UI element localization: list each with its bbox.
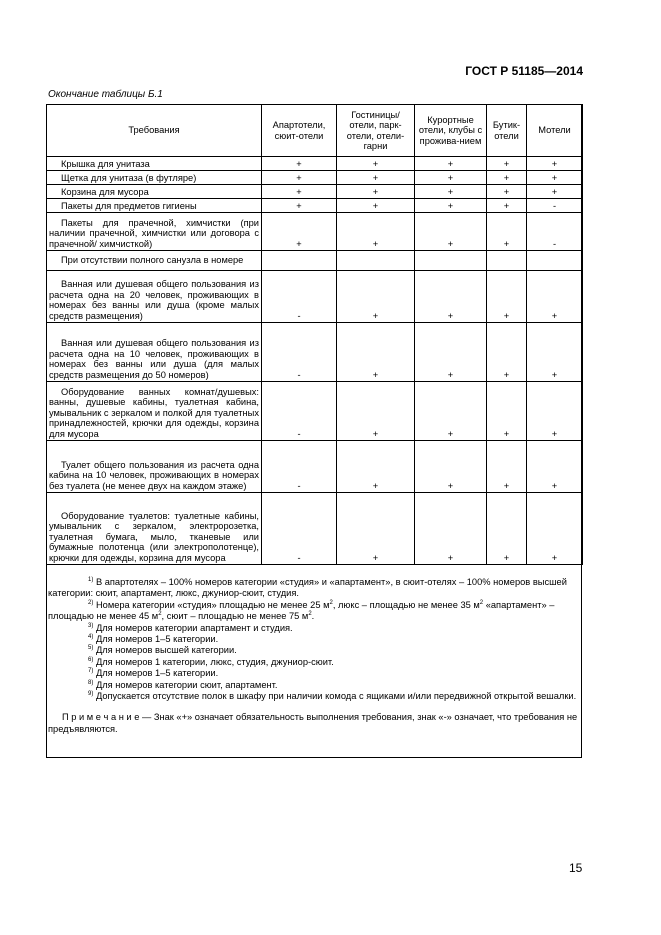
requirements-table <box>46 104 583 565</box>
value-cell: + <box>487 271 527 323</box>
footnotes <box>48 577 580 735</box>
value-cell: + <box>527 493 583 565</box>
value-cell: + <box>487 493 527 565</box>
value-cell: + <box>415 441 487 493</box>
value-cell: + <box>415 382 487 441</box>
table-row <box>47 251 583 271</box>
value-cell: - <box>262 493 337 565</box>
table-row <box>47 199 583 213</box>
table-caption: Окончание таблицы Б.1 <box>48 89 163 100</box>
requirement-cell: Ванная или душевая общего пользования из расчета одна на 10 человек, проживающих в номерах без ванны или душа (для малых средств размещения до 50 номеров) <box>47 323 262 382</box>
requirement-cell: Корзина для мусора <box>47 185 262 199</box>
value-cell: + <box>527 441 583 493</box>
value-cell: + <box>527 271 583 323</box>
requirement-cell: Пакеты для прачечной, химчистки (при наличии прачечной, химчистки или договора с прачечной/ химчисткой) <box>47 213 262 251</box>
col-header: Требования <box>47 105 262 157</box>
value-cell: + <box>415 493 487 565</box>
value-cell: - <box>262 382 337 441</box>
value-cell: + <box>487 382 527 441</box>
col-header: Гостиницы/ отели, парк-отели, отели-гарни <box>337 105 415 157</box>
table-row <box>47 157 583 171</box>
requirement-cell: Ванная или душевая общего пользования из расчета одна на 20 человек, проживающих в номерах без ванны или душа (кроме малых средств размещения) <box>47 271 262 323</box>
value-cell: + <box>262 213 337 251</box>
footnote: $^{1)}$ В апартотелях – 100% номеров категории «студия» и «апартамент», в сюит-отелях – 100% номеров высшей категории: сюит, апартамент, люкс, джуниор-сюит, студия. <box>48 576 567 599</box>
value-cell: + <box>415 271 487 323</box>
footnote: $^{3)}$ Для номеров категории апартамент и студия. <box>88 622 293 633</box>
requirement-cell: Щетка для унитаза (в футляре) <box>47 171 262 185</box>
table-header-row <box>47 105 583 157</box>
value-cell <box>487 251 527 271</box>
footnote: $^{6)}$ Для номеров 1 категории, люкс, студия, джуниор-сюит. <box>88 656 334 667</box>
requirement-cell: Туалет общего пользования из расчета одна кабина на 10 человек, проживающих в номерах без туалета (не менее двух на каждом этаже) <box>47 441 262 493</box>
table-row <box>47 382 583 441</box>
value-cell: + <box>415 199 487 213</box>
value-cell: + <box>527 157 583 171</box>
value-cell: + <box>527 323 583 382</box>
value-cell: + <box>337 199 415 213</box>
value-cell: - <box>527 213 583 251</box>
value-cell: + <box>415 323 487 382</box>
value-cell: + <box>337 382 415 441</box>
value-cell: + <box>337 157 415 171</box>
value-cell: + <box>487 441 527 493</box>
requirement-cell: При отсутствии полного санузла в номере <box>47 251 262 271</box>
value-cell: + <box>487 213 527 251</box>
value-cell: + <box>487 199 527 213</box>
value-cell <box>337 251 415 271</box>
table-note: П р и м е ч а н и е — Знак «+» означает обязательность выполнения требования, знак «-» означает, что требования не предъявляются. <box>48 712 578 734</box>
value-cell: + <box>415 157 487 171</box>
value-cell: + <box>487 185 527 199</box>
footnote: $^{7)}$ Для номеров 1–5 категории. <box>88 668 219 679</box>
value-cell: + <box>262 185 337 199</box>
requirement-cell: Пакеты для предметов гигиены <box>47 199 262 213</box>
value-cell: + <box>415 213 487 251</box>
col-header: Мотели <box>527 105 583 157</box>
value-cell: + <box>415 185 487 199</box>
table-row <box>47 185 583 199</box>
value-cell: + <box>337 493 415 565</box>
value-cell: - <box>527 199 583 213</box>
value-cell: - <box>262 441 337 493</box>
col-header: Бутик-отели <box>487 105 527 157</box>
page-number: 15 <box>569 861 583 875</box>
value-cell: + <box>337 213 415 251</box>
value-cell <box>415 251 487 271</box>
table-row <box>47 441 583 493</box>
table-row <box>47 323 583 382</box>
value-cell: + <box>487 171 527 185</box>
table-row <box>47 271 583 323</box>
requirement-cell: Крышка для унитаза <box>47 157 262 171</box>
footnote: $^{5)}$ Для номеров высшей категории. <box>88 645 237 656</box>
value-cell: + <box>262 199 337 213</box>
standard-number: ГОСТ Р 51185—2014 <box>465 64 583 78</box>
table-row <box>47 493 583 565</box>
value-cell: + <box>337 323 415 382</box>
requirement-cell: Оборудование туалетов: туалетные кабины, умывальник с зеркалом, электророзетка, туалетная бумага, мыло, тканевые или бумажные полотенца (или электрополотенце), крючки для одежды, корзина для мусора <box>47 493 262 565</box>
value-cell: - <box>262 271 337 323</box>
value-cell: - <box>262 323 337 382</box>
value-cell: + <box>527 382 583 441</box>
value-cell: + <box>487 157 527 171</box>
value-cell: + <box>527 185 583 199</box>
footnote: $^{2)}$ Номера категории «студия» площадью не менее 25 $м^2$, люкс – площадью не менее 35 $м^2$ «апартамент» – площадью не менее 45 $м^2$, сюит – площадью не менее 75 $м^2$. <box>48 599 555 622</box>
value-cell: + <box>337 441 415 493</box>
value-cell <box>527 251 583 271</box>
footnote: $^{9)}$ Допускается отсутствие полок в шкафу при наличии комода с ящиками и/или передвижной открытой вешалки. <box>88 690 577 702</box>
value-cell: + <box>487 323 527 382</box>
value-cell: + <box>527 171 583 185</box>
value-cell <box>262 251 337 271</box>
footnote: $^{4)}$ Для номеров 1–5 категории. <box>88 633 219 645</box>
value-cell: + <box>337 185 415 199</box>
requirement-cell: Оборудование ванных комнат/душевых: ванны, душевые кабины, туалетная кабина, умывальник с зеркалом и полкой для туалетных принадлежностей, крючки для одежды, корзина для мусора <box>47 382 262 441</box>
col-header: Курортные отели, клубы с прожива-нием <box>415 105 487 157</box>
value-cell: + <box>337 271 415 323</box>
value-cell: + <box>262 157 337 171</box>
table-row <box>47 213 583 251</box>
col-header: Апартотели, сюит-отели <box>262 105 337 157</box>
table-row <box>47 171 583 185</box>
value-cell: + <box>262 171 337 185</box>
value-cell: + <box>415 171 487 185</box>
footnote: $^{8)}$ Для номеров категории сюит, апартамент. <box>88 679 278 690</box>
value-cell: + <box>337 171 415 185</box>
